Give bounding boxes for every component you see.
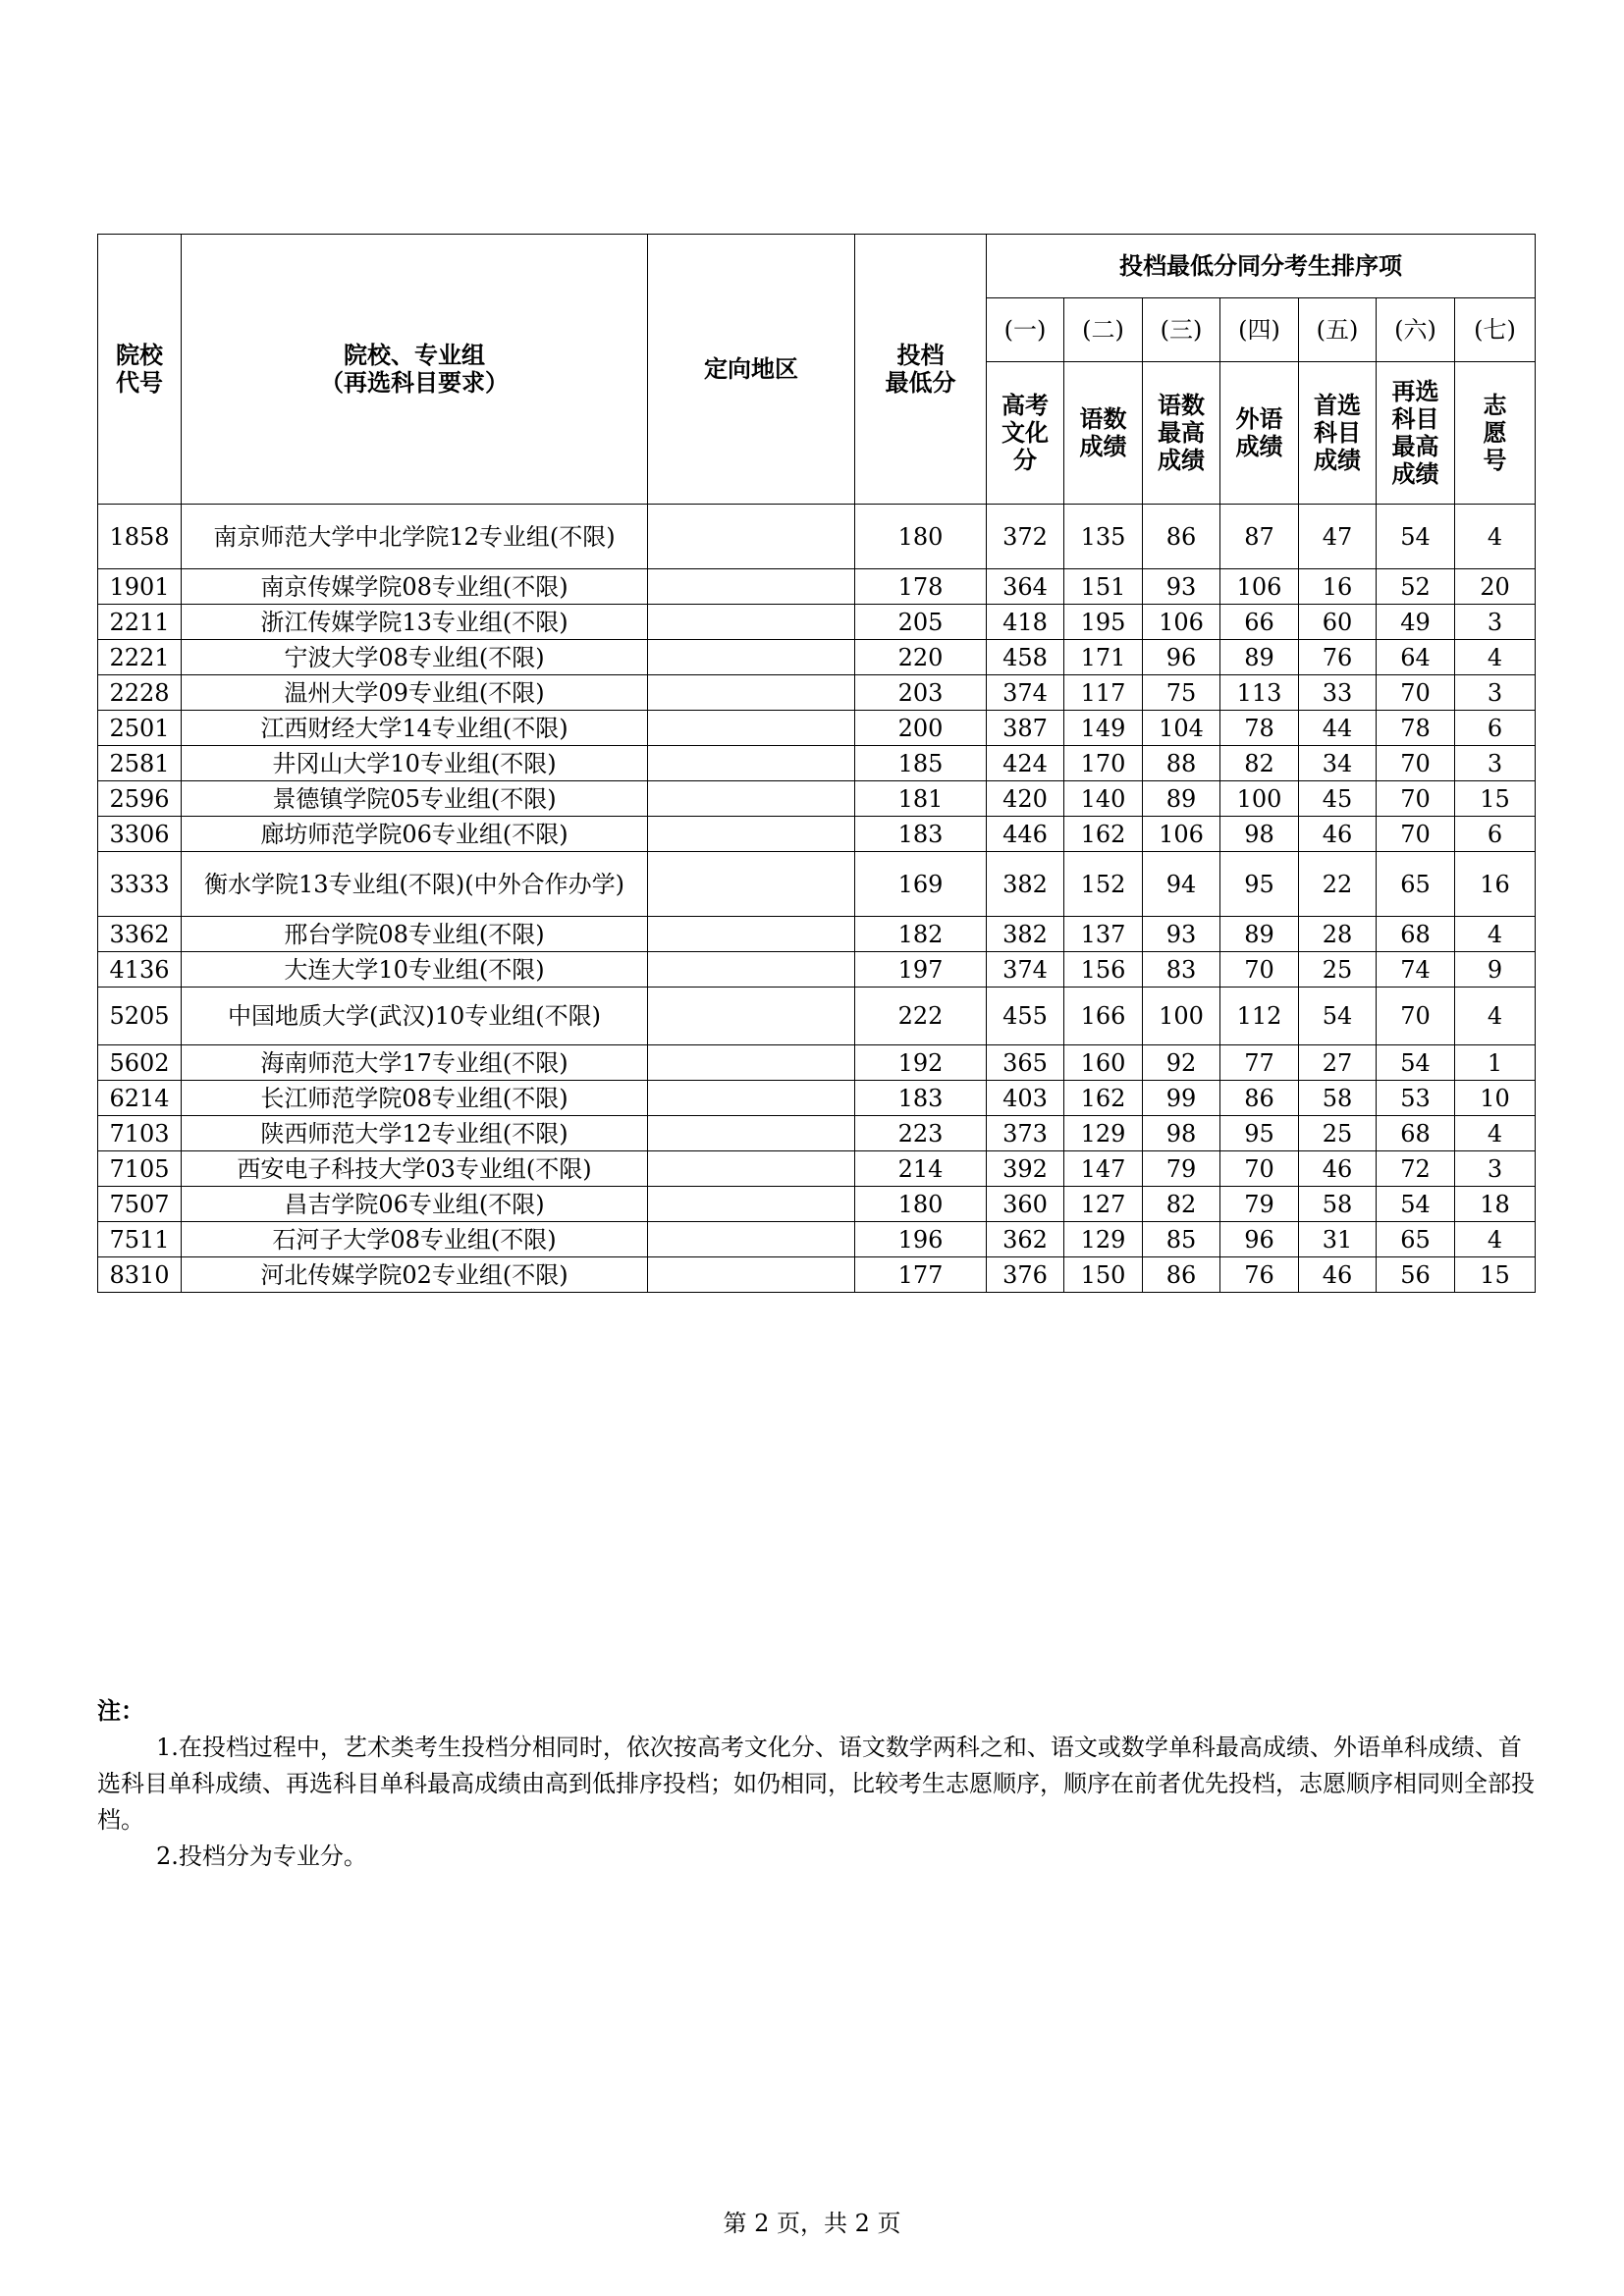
tiebreak-value-3: 92 [1143,1045,1220,1081]
tiebreak-value-6: 74 [1377,952,1455,988]
target-region [648,746,855,781]
admission-table [97,234,1536,1293]
min-score: 178 [855,569,987,605]
school-group-name: 陕西师范大学12专业组(不限) [182,1116,648,1151]
tiebreak-value-5: 58 [1299,1187,1377,1222]
tiebreak-value-3: 86 [1143,505,1220,569]
target-region [648,605,855,640]
header-item-7: 志 愿 号 [1455,362,1536,505]
min-score: 203 [855,675,987,711]
tiebreak-value-7: 4 [1455,1222,1536,1257]
tiebreak-value-5: 31 [1299,1222,1377,1257]
min-score: 177 [855,1257,987,1293]
table-row [98,952,1536,988]
tiebreak-value-4: 86 [1220,1081,1299,1116]
school-code: 3362 [98,917,182,952]
header-order-5: (五) [1299,298,1377,362]
school-code: 2596 [98,781,182,817]
tiebreak-value-5: 33 [1299,675,1377,711]
tiebreak-value-4: 96 [1220,1222,1299,1257]
tiebreak-value-2: 140 [1064,781,1143,817]
tiebreak-value-6: 70 [1377,675,1455,711]
min-score: 181 [855,781,987,817]
tiebreak-value-7: 3 [1455,675,1536,711]
tiebreak-value-5: 27 [1299,1045,1377,1081]
tiebreak-value-1: 455 [987,988,1064,1045]
tiebreak-value-7: 18 [1455,1187,1536,1222]
tiebreak-value-1: 365 [987,1045,1064,1081]
tiebreak-value-4: 89 [1220,917,1299,952]
target-region [648,1081,855,1116]
school-group-name: 海南师范大学17专业组(不限) [182,1045,648,1081]
tiebreak-value-1: 382 [987,852,1064,917]
min-score: 223 [855,1116,987,1151]
tiebreak-value-1: 392 [987,1151,1064,1187]
school-group-name: 井冈山大学10专业组(不限) [182,746,648,781]
tiebreak-value-2: 147 [1064,1151,1143,1187]
school-group-name: 廊坊师范学院06专业组(不限) [182,817,648,852]
tiebreak-value-1: 374 [987,952,1064,988]
target-region [648,817,855,852]
tiebreak-value-5: 34 [1299,746,1377,781]
school-group-name: 宁波大学08专业组(不限) [182,640,648,675]
min-score: 183 [855,1081,987,1116]
school-code: 1858 [98,505,182,569]
tiebreak-value-4: 89 [1220,640,1299,675]
header-item-6: 再选 科目 最高 成绩 [1377,362,1455,505]
header-order-6: (六) [1377,298,1455,362]
tiebreak-value-3: 85 [1143,1222,1220,1257]
tiebreak-value-1: 420 [987,781,1064,817]
header-item-4: 外语 成绩 [1220,362,1299,505]
tiebreak-value-7: 6 [1455,817,1536,852]
target-region [648,505,855,569]
tiebreak-value-4: 78 [1220,711,1299,746]
tiebreak-value-1: 458 [987,640,1064,675]
school-group-name: 邢台学院08专业组(不限) [182,917,648,952]
tiebreak-value-3: 94 [1143,852,1220,917]
tiebreak-value-1: 374 [987,675,1064,711]
tiebreak-value-6: 65 [1377,1222,1455,1257]
tiebreak-value-2: 171 [1064,640,1143,675]
school-group-name: 昌吉学院06专业组(不限) [182,1187,648,1222]
tiebreak-value-3: 89 [1143,781,1220,817]
tiebreak-value-3: 106 [1143,817,1220,852]
tiebreak-value-2: 150 [1064,1257,1143,1293]
min-score: 185 [855,746,987,781]
school-group-name: 南京传媒学院08专业组(不限) [182,569,648,605]
tiebreak-value-4: 70 [1220,952,1299,988]
min-score: 180 [855,1187,987,1222]
min-score: 214 [855,1151,987,1187]
tiebreak-value-4: 113 [1220,675,1299,711]
tiebreak-value-2: 152 [1064,852,1143,917]
school-group-name: 大连大学10专业组(不限) [182,952,648,988]
tiebreak-value-7: 20 [1455,569,1536,605]
tiebreak-value-6: 68 [1377,1116,1455,1151]
school-group-name: 南京师范大学中北学院12专业组(不限) [182,505,648,569]
school-code: 2221 [98,640,182,675]
tiebreak-value-1: 403 [987,1081,1064,1116]
tiebreak-value-4: 95 [1220,852,1299,917]
tiebreak-value-7: 16 [1455,852,1536,917]
tiebreak-value-3: 93 [1143,917,1220,952]
school-code: 2501 [98,711,182,746]
header-min-score: 投档 最低分 [855,235,987,505]
tiebreak-value-4: 112 [1220,988,1299,1045]
target-region [648,1151,855,1187]
tiebreak-value-7: 15 [1455,1257,1536,1293]
school-code: 4136 [98,952,182,988]
header-region: 定向地区 [648,235,855,505]
page-footer: 第 2 页，共 2 页 [723,2210,901,2237]
tiebreak-value-7: 4 [1455,640,1536,675]
header-order-2: (二) [1064,298,1143,362]
tiebreak-value-6: 70 [1377,988,1455,1045]
tiebreak-value-3: 86 [1143,1257,1220,1293]
tiebreak-value-2: 137 [1064,917,1143,952]
tiebreak-value-4: 95 [1220,1116,1299,1151]
tiebreak-value-7: 10 [1455,1081,1536,1116]
school-group-name: 中国地质大学(武汉)10专业组(不限) [182,988,648,1045]
school-code: 3333 [98,852,182,917]
tiebreak-value-5: 47 [1299,505,1377,569]
target-region [648,781,855,817]
tiebreak-value-1: 373 [987,1116,1064,1151]
tiebreak-value-7: 9 [1455,952,1536,988]
tiebreak-value-5: 25 [1299,1116,1377,1151]
min-score: 196 [855,1222,987,1257]
table-row [98,711,1536,746]
tiebreak-value-2: 162 [1064,1081,1143,1116]
school-group-name: 景德镇学院05专业组(不限) [182,781,648,817]
tiebreak-value-1: 372 [987,505,1064,569]
tiebreak-value-6: 53 [1377,1081,1455,1116]
tiebreak-value-4: 100 [1220,781,1299,817]
tiebreak-value-2: 170 [1064,746,1143,781]
school-code: 1901 [98,569,182,605]
school-group-name: 长江师范学院08专业组(不限) [182,1081,648,1116]
school-code: 3306 [98,817,182,852]
school-group-name: 浙江传媒学院13专业组(不限) [182,605,648,640]
target-region [648,569,855,605]
header-code: 院校 代号 [98,235,182,505]
tiebreak-value-7: 1 [1455,1045,1536,1081]
tiebreak-value-7: 3 [1455,1151,1536,1187]
tiebreak-value-7: 4 [1455,988,1536,1045]
tiebreak-value-5: 58 [1299,1081,1377,1116]
table-row [98,640,1536,675]
min-score: 197 [855,952,987,988]
school-group-name: 河北传媒学院02专业组(不限) [182,1257,648,1293]
table-row [98,746,1536,781]
school-code: 7103 [98,1116,182,1151]
tiebreak-value-4: 79 [1220,1187,1299,1222]
tiebreak-value-1: 376 [987,1257,1064,1293]
header-name: 院校、专业组 （再选科目要求） [182,235,648,505]
school-code: 7105 [98,1151,182,1187]
min-score: 192 [855,1045,987,1081]
tiebreak-value-3: 99 [1143,1081,1220,1116]
tiebreak-value-7: 3 [1455,746,1536,781]
tiebreak-value-2: 129 [1064,1222,1143,1257]
tiebreak-value-6: 54 [1377,505,1455,569]
tiebreak-value-5: 54 [1299,988,1377,1045]
tiebreak-value-4: 98 [1220,817,1299,852]
school-code: 2228 [98,675,182,711]
min-score: 222 [855,988,987,1045]
tiebreak-value-3: 75 [1143,675,1220,711]
min-score: 200 [855,711,987,746]
school-code: 7511 [98,1222,182,1257]
tiebreak-value-2: 129 [1064,1116,1143,1151]
school-code: 7507 [98,1187,182,1222]
table-row [98,781,1536,817]
tiebreak-value-7: 15 [1455,781,1536,817]
target-region [648,675,855,711]
header-item-2: 语数 成绩 [1064,362,1143,505]
table-row [98,1081,1536,1116]
tiebreak-value-5: 76 [1299,640,1377,675]
table-row [98,1257,1536,1293]
tiebreak-value-3: 106 [1143,605,1220,640]
min-score: 220 [855,640,987,675]
tiebreak-value-5: 44 [1299,711,1377,746]
notes [97,1693,1541,1875]
tiebreak-value-2: 166 [1064,988,1143,1045]
tiebreak-value-1: 360 [987,1187,1064,1222]
school-group-name: 西安电子科技大学03专业组(不限) [182,1151,648,1187]
note-2: 2.投档分为专业分。 [156,1842,367,1870]
table-row [98,675,1536,711]
tiebreak-value-6: 72 [1377,1151,1455,1187]
tiebreak-value-4: 77 [1220,1045,1299,1081]
tiebreak-value-5: 28 [1299,917,1377,952]
min-score: 169 [855,852,987,917]
tiebreak-value-3: 79 [1143,1151,1220,1187]
min-score: 205 [855,605,987,640]
tiebreak-value-2: 135 [1064,505,1143,569]
header-item-3: 语数 最高 成绩 [1143,362,1220,505]
target-region [648,711,855,746]
min-score: 182 [855,917,987,952]
tiebreak-value-3: 88 [1143,746,1220,781]
tiebreak-value-5: 25 [1299,952,1377,988]
table-row [98,1045,1536,1081]
tiebreak-value-6: 49 [1377,605,1455,640]
tiebreak-value-6: 70 [1377,746,1455,781]
target-region [648,1222,855,1257]
header-item-1: 高考 文化 分 [987,362,1064,505]
target-region [648,952,855,988]
tiebreak-value-2: 156 [1064,952,1143,988]
header-order-1: (一) [987,298,1064,362]
table-row [98,817,1536,852]
tiebreak-value-5: 16 [1299,569,1377,605]
tiebreak-value-2: 149 [1064,711,1143,746]
tiebreak-value-7: 6 [1455,711,1536,746]
note-1: 1.在投档过程中，艺术类考生投档分相同时，依次按高考文化分、语文数学两科之和、语文或数学单科最高成绩、外语单科成绩、首选科目单科成绩、再选科目单科最高成绩由高到低排序投档；如仍相同，比较考生志愿顺序，顺序在前者优先投档，志愿顺序相同则全部投档。 [97,1734,1535,1834]
target-region [648,917,855,952]
min-score: 180 [855,505,987,569]
tiebreak-value-2: 160 [1064,1045,1143,1081]
table-row [98,988,1536,1045]
min-score: 183 [855,817,987,852]
table-row [98,605,1536,640]
tiebreak-value-6: 54 [1377,1045,1455,1081]
tiebreak-value-7: 4 [1455,1116,1536,1151]
target-region [648,640,855,675]
school-code: 2211 [98,605,182,640]
tiebreak-value-4: 106 [1220,569,1299,605]
tiebreak-value-4: 70 [1220,1151,1299,1187]
target-region [648,1187,855,1222]
target-region [648,852,855,917]
tiebreak-value-6: 54 [1377,1187,1455,1222]
table-row [98,1187,1536,1222]
tiebreak-value-6: 78 [1377,711,1455,746]
school-group-name: 温州大学09专业组(不限) [182,675,648,711]
tiebreak-value-5: 46 [1299,1151,1377,1187]
table-row [98,505,1536,569]
tiebreak-value-2: 162 [1064,817,1143,852]
tiebreak-value-2: 151 [1064,569,1143,605]
tiebreak-value-3: 96 [1143,640,1220,675]
tiebreak-value-3: 93 [1143,569,1220,605]
tiebreak-value-2: 195 [1064,605,1143,640]
tiebreak-value-3: 98 [1143,1116,1220,1151]
table-row [98,1222,1536,1257]
tiebreak-value-4: 76 [1220,1257,1299,1293]
tiebreak-value-3: 100 [1143,988,1220,1045]
table-row [98,569,1536,605]
header-order-4: (四) [1220,298,1299,362]
tiebreak-value-1: 418 [987,605,1064,640]
tiebreak-value-7: 4 [1455,505,1536,569]
tiebreak-value-4: 66 [1220,605,1299,640]
tiebreak-value-7: 3 [1455,605,1536,640]
school-group-name: 衡水学院13专业组(不限)(中外合作办学) [182,852,648,917]
tiebreak-value-1: 424 [987,746,1064,781]
tiebreak-value-3: 82 [1143,1187,1220,1222]
target-region [648,988,855,1045]
tiebreak-value-6: 64 [1377,640,1455,675]
header-tiebreak-group: 投档最低分同分考生排序项 [987,235,1536,298]
tiebreak-value-6: 70 [1377,817,1455,852]
tiebreak-value-1: 387 [987,711,1064,746]
tiebreak-value-2: 127 [1064,1187,1143,1222]
tiebreak-value-1: 446 [987,817,1064,852]
school-code: 5205 [98,988,182,1045]
header-order-3: (三) [1143,298,1220,362]
tiebreak-value-5: 46 [1299,817,1377,852]
target-region [648,1257,855,1293]
tiebreak-value-3: 83 [1143,952,1220,988]
tiebreak-value-3: 104 [1143,711,1220,746]
tiebreak-value-2: 117 [1064,675,1143,711]
tiebreak-value-5: 60 [1299,605,1377,640]
school-code: 8310 [98,1257,182,1293]
tiebreak-value-5: 22 [1299,852,1377,917]
school-code: 5602 [98,1045,182,1081]
target-region [648,1116,855,1151]
school-group-name: 石河子大学08专业组(不限) [182,1222,648,1257]
tiebreak-value-1: 364 [987,569,1064,605]
table-row [98,917,1536,952]
tiebreak-value-1: 382 [987,917,1064,952]
notes-title: 注： [97,1697,144,1725]
tiebreak-value-5: 46 [1299,1257,1377,1293]
school-group-name: 江西财经大学14专业组(不限) [182,711,648,746]
tiebreak-value-7: 4 [1455,917,1536,952]
tiebreak-value-1: 362 [987,1222,1064,1257]
target-region [648,1045,855,1081]
table-row [98,1116,1536,1151]
table-row [98,1151,1536,1187]
tiebreak-value-6: 68 [1377,917,1455,952]
tiebreak-value-4: 87 [1220,505,1299,569]
tiebreak-value-6: 52 [1377,569,1455,605]
header-order-7: (七) [1455,298,1536,362]
tiebreak-value-6: 65 [1377,852,1455,917]
school-code: 6214 [98,1081,182,1116]
tiebreak-value-6: 56 [1377,1257,1455,1293]
header-item-5: 首选 科目 成绩 [1299,362,1377,505]
tiebreak-value-6: 70 [1377,781,1455,817]
table-row [98,852,1536,917]
tiebreak-value-4: 82 [1220,746,1299,781]
tiebreak-value-5: 45 [1299,781,1377,817]
school-code: 2581 [98,746,182,781]
